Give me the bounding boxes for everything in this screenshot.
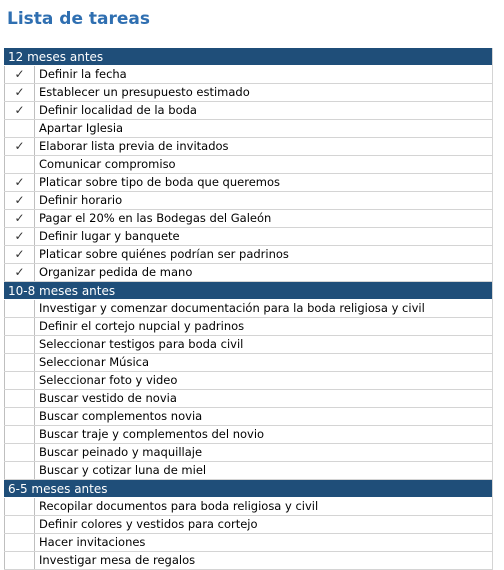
- task-label: Recopilar documentos para boda religiosa y civil: [39, 499, 319, 513]
- task-checkbox[interactable]: [4, 408, 35, 425]
- task-row: [4, 300, 492, 318]
- checkmark-icon: ✓: [14, 193, 25, 207]
- task-row: [4, 552, 492, 570]
- checkmark-icon: ✓: [14, 229, 25, 243]
- task-checkbox[interactable]: [4, 228, 35, 245]
- task-checkbox[interactable]: [4, 444, 35, 461]
- task-checkbox[interactable]: [4, 84, 35, 101]
- task-checkbox[interactable]: [4, 390, 35, 407]
- checkmark-icon: ✓: [14, 85, 25, 99]
- task-label: Organizar pedida de mano: [39, 265, 193, 279]
- task-label: Buscar peinado y maquillaje: [39, 445, 203, 459]
- task-row: [4, 102, 492, 120]
- task-row: [4, 444, 492, 462]
- task-label: Investigar y comenzar documentación para la boda religiosa y civil: [39, 301, 425, 315]
- section-header: 10-8 meses antes: [4, 282, 492, 300]
- task-checkbox[interactable]: [4, 462, 35, 479]
- task-label: Seleccionar foto y video: [39, 373, 178, 387]
- task-checkbox[interactable]: [4, 264, 35, 281]
- page-title: Lista de tareas: [7, 9, 151, 29]
- task-row: [4, 246, 492, 264]
- task-checkbox[interactable]: [4, 552, 35, 569]
- task-row: [4, 426, 492, 444]
- task-checkbox[interactable]: [4, 102, 35, 119]
- task-checkbox[interactable]: [4, 336, 35, 353]
- task-row: [4, 336, 492, 354]
- checkmark-icon: ✓: [14, 265, 25, 279]
- task-row: [4, 138, 492, 156]
- task-label: Definir lugar y banquete: [39, 229, 180, 243]
- task-row: [4, 462, 492, 480]
- task-label: Definir colores y vestidos para cortejo: [39, 517, 258, 531]
- task-row: [4, 534, 492, 552]
- task-label: Definir localidad de la boda: [39, 103, 197, 117]
- task-label: Apartar Iglesia: [39, 121, 124, 135]
- task-row: [4, 516, 492, 534]
- checkmark-icon: ✓: [14, 175, 25, 189]
- task-row: [4, 174, 492, 192]
- task-checkbox[interactable]: [4, 246, 35, 263]
- task-label: Buscar vestido de novia: [39, 391, 177, 405]
- task-row: [4, 192, 492, 210]
- task-label: Buscar complementos novia: [39, 409, 203, 423]
- task-checkbox[interactable]: [4, 156, 35, 173]
- task-checkbox[interactable]: [4, 192, 35, 209]
- task-checkbox[interactable]: [4, 426, 35, 443]
- task-row: [4, 390, 492, 408]
- task-checkbox[interactable]: [4, 174, 35, 191]
- section-header: 12 meses antes: [4, 48, 492, 66]
- task-row: [4, 228, 492, 246]
- task-label: Definir la fecha: [39, 67, 127, 81]
- task-row: [4, 372, 492, 390]
- task-checkbox[interactable]: [4, 120, 35, 137]
- task-label: Investigar mesa de regalos: [39, 553, 196, 567]
- task-label: Seleccionar testigos para boda civil: [39, 337, 244, 351]
- task-row: [4, 84, 492, 102]
- task-row: [4, 318, 492, 336]
- task-label: Platicar sobre quiénes podrían ser padrinos: [39, 247, 289, 261]
- task-label: Platicar sobre tipo de boda que queremos: [39, 175, 280, 189]
- task-checkbox[interactable]: [4, 498, 35, 515]
- task-checkbox[interactable]: [4, 534, 35, 551]
- task-label: Definir horario: [39, 193, 123, 207]
- task-label: Hacer invitaciones: [39, 535, 146, 549]
- task-label: Comunicar compromiso: [39, 157, 176, 171]
- checkmark-icon: ✓: [14, 211, 25, 225]
- checkmark-icon: ✓: [14, 247, 25, 261]
- task-row: [4, 264, 492, 282]
- task-label: Establecer un presupuesto estimado: [39, 85, 250, 99]
- checkmark-icon: ✓: [14, 67, 25, 81]
- task-checkbox[interactable]: [4, 300, 35, 317]
- task-row: [4, 408, 492, 426]
- task-list: [4, 48, 493, 570]
- task-checkbox[interactable]: [4, 210, 35, 227]
- checkmark-icon: ✓: [14, 139, 25, 153]
- task-label: Buscar traje y complementos del novio: [39, 427, 265, 441]
- task-label: Elaborar lista previa de invitados: [39, 139, 229, 153]
- checkmark-icon: ✓: [14, 103, 25, 117]
- task-row: [4, 120, 492, 138]
- task-label: Definir el cortejo nupcial y padrinos: [39, 319, 245, 333]
- task-row: [4, 66, 492, 84]
- task-checkbox[interactable]: [4, 372, 35, 389]
- task-checkbox[interactable]: [4, 138, 35, 155]
- task-row: [4, 156, 492, 174]
- task-checkbox[interactable]: [4, 354, 35, 371]
- task-checkbox[interactable]: [4, 318, 35, 335]
- task-label: Seleccionar Música: [39, 355, 150, 369]
- task-label: Buscar y cotizar luna de miel: [39, 463, 207, 477]
- task-row: [4, 354, 492, 372]
- task-row: [4, 210, 492, 228]
- task-checkbox[interactable]: [4, 66, 35, 83]
- section-header: 6-5 meses antes: [4, 480, 492, 498]
- task-checkbox[interactable]: [4, 516, 35, 533]
- task-row: [4, 498, 492, 516]
- task-label: Pagar el 20% en las Bodegas del Galeón: [39, 211, 272, 225]
